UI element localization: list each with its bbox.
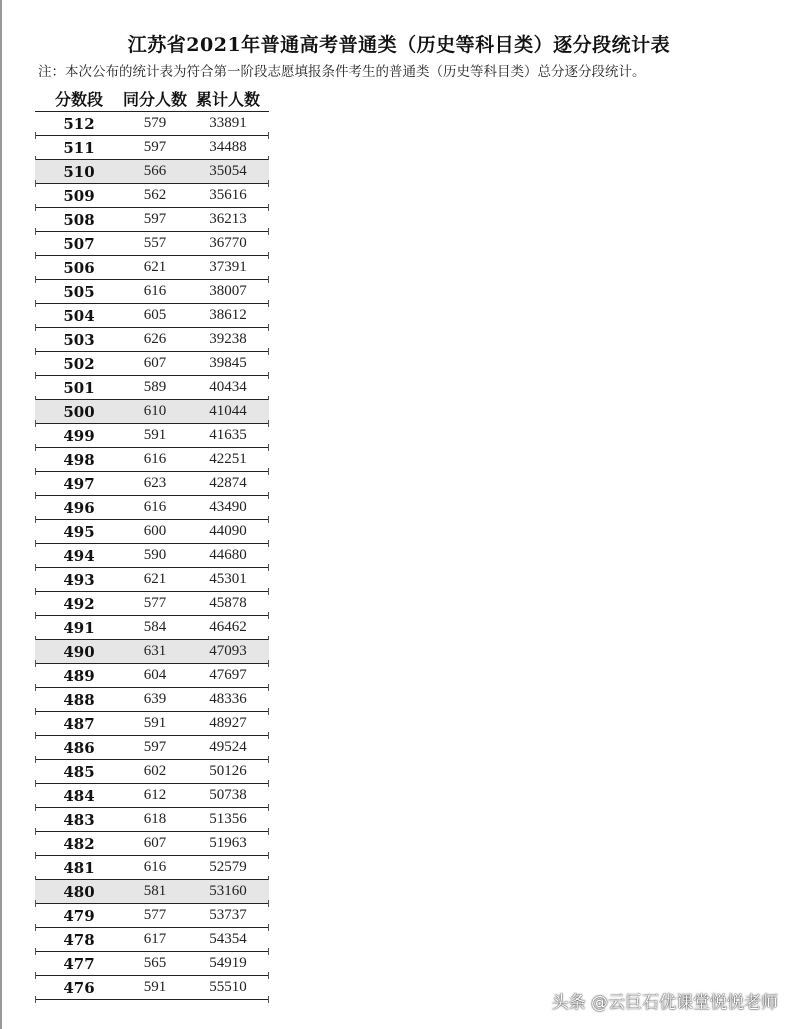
cumulative-cell: 44680 — [209, 547, 247, 563]
cumulative-cell: 53160 — [209, 883, 247, 899]
score-cell: 500 — [63, 402, 95, 421]
table-body — [35, 112, 269, 1000]
table-row — [35, 736, 269, 760]
score-cell: 493 — [63, 570, 95, 589]
cumulative-cell: 51356 — [209, 811, 247, 827]
table-row — [35, 448, 269, 472]
score-cell: 490 — [63, 642, 95, 661]
table-row — [35, 664, 269, 688]
count-cell: 617 — [143, 931, 167, 947]
count-cell: 581 — [143, 883, 167, 899]
cumulative-cell: 41635 — [209, 427, 247, 443]
table-row — [35, 328, 269, 352]
cumulative-cell: 53737 — [209, 907, 247, 923]
count-cell: 591 — [143, 979, 167, 995]
count-cell: 597 — [143, 739, 167, 755]
table-row — [35, 376, 269, 400]
score-cell: 507 — [63, 234, 95, 253]
count-cell: 639 — [143, 691, 167, 707]
cumulative-cell: 45878 — [209, 595, 247, 611]
count-cell: 626 — [143, 331, 167, 347]
count-cell: 607 — [143, 355, 167, 371]
cumulative-cell: 40434 — [209, 379, 247, 395]
score-cell: 477 — [63, 954, 95, 973]
score-cell: 508 — [63, 210, 95, 229]
cumulative-cell: 48927 — [209, 715, 247, 731]
header-score: 分数段 — [54, 89, 103, 109]
score-cell: 497 — [63, 474, 95, 493]
score-cell: 486 — [63, 738, 95, 757]
cumulative-cell: 42251 — [209, 451, 247, 467]
cumulative-cell: 36770 — [209, 235, 247, 251]
cumulative-cell: 42874 — [209, 475, 247, 491]
cumulative-cell: 45301 — [209, 571, 247, 587]
table-row — [35, 904, 269, 928]
table-row — [35, 640, 269, 664]
score-cell: 483 — [63, 810, 95, 829]
count-cell: 616 — [143, 499, 167, 515]
table-row — [35, 808, 269, 832]
score-cell: 502 — [63, 354, 95, 373]
table-row — [35, 472, 269, 496]
table-row — [35, 760, 269, 784]
score-cell: 494 — [63, 546, 95, 565]
table-row — [35, 256, 269, 280]
score-cell: 499 — [63, 426, 95, 445]
score-cell: 485 — [63, 762, 95, 781]
count-cell: 621 — [143, 571, 167, 587]
cumulative-cell: 34488 — [209, 139, 247, 155]
cumulative-cell: 47697 — [209, 667, 247, 683]
count-cell: 562 — [143, 187, 167, 203]
table-row — [35, 688, 269, 712]
count-cell: 618 — [143, 811, 167, 827]
count-cell: 597 — [143, 211, 167, 227]
count-cell: 579 — [143, 115, 167, 131]
table-row — [35, 784, 269, 808]
table-note: 注：本次公布的统计表为符合第一阶段志愿填报条件考生的普通类（历史等科目类）总分逐分段统计。 — [38, 64, 646, 80]
score-cell: 488 — [63, 690, 95, 709]
cumulative-cell: 52579 — [209, 859, 247, 875]
count-cell: 590 — [143, 547, 167, 563]
table-row — [35, 400, 269, 424]
cumulative-cell: 38612 — [209, 307, 247, 323]
table-row — [35, 208, 269, 232]
table-row — [35, 112, 269, 136]
count-cell: 557 — [143, 235, 167, 251]
cumulative-cell: 41044 — [209, 403, 247, 419]
score-cell: 504 — [63, 306, 95, 325]
count-cell: 577 — [143, 907, 167, 923]
score-cell: 476 — [63, 978, 95, 997]
table-row — [35, 856, 269, 880]
count-cell: 566 — [143, 163, 167, 179]
cumulative-cell: 33891 — [209, 115, 247, 131]
count-cell: 584 — [143, 619, 167, 635]
table-row — [35, 424, 269, 448]
score-cell: 510 — [63, 162, 95, 181]
score-cell: 480 — [63, 882, 95, 901]
cumulative-cell: 54919 — [209, 955, 247, 971]
count-cell: 597 — [143, 139, 167, 155]
score-cell: 496 — [63, 498, 95, 517]
table-row — [35, 544, 269, 568]
count-cell: 565 — [143, 955, 167, 971]
header-cumulative: 累计人数 — [195, 89, 260, 109]
count-cell: 610 — [143, 403, 167, 419]
cumulative-cell: 37391 — [209, 259, 247, 275]
score-cell: 503 — [63, 330, 95, 349]
score-cell: 479 — [63, 906, 95, 925]
cumulative-cell: 43490 — [209, 499, 247, 515]
watermark: 头条 @云巨石优课堂悦悦老师 — [551, 993, 778, 1013]
cumulative-cell: 36213 — [209, 211, 247, 227]
count-cell: 616 — [143, 283, 167, 299]
header-count: 同分人数 — [123, 89, 188, 109]
cumulative-cell: 35616 — [209, 187, 247, 203]
table-row — [35, 184, 269, 208]
score-table — [35, 85, 269, 1000]
count-cell: 616 — [143, 859, 167, 875]
cumulative-cell: 55510 — [209, 979, 247, 995]
score-cell: 482 — [63, 834, 95, 853]
table-row — [35, 616, 269, 640]
count-cell: 602 — [143, 763, 167, 779]
table-row — [35, 832, 269, 856]
cumulative-cell: 51963 — [209, 835, 247, 851]
score-cell: 487 — [63, 714, 95, 733]
table-row — [35, 280, 269, 304]
table-row — [35, 160, 269, 184]
count-cell: 589 — [143, 379, 167, 395]
cumulative-cell: 49524 — [209, 739, 247, 755]
table-row — [35, 352, 269, 376]
count-cell: 604 — [143, 667, 167, 683]
score-cell: 512 — [63, 114, 95, 133]
table-row — [35, 952, 269, 976]
cumulative-cell: 44090 — [209, 523, 247, 539]
score-cell: 484 — [63, 786, 95, 805]
count-cell: 600 — [143, 523, 167, 539]
page-title: 江苏省2021年普通高考普通类（历史等科目类）逐分段统计表 — [127, 34, 671, 56]
count-cell: 577 — [143, 595, 167, 611]
table-row — [35, 232, 269, 256]
count-cell: 616 — [143, 451, 167, 467]
count-cell: 607 — [143, 835, 167, 851]
table-row — [35, 592, 269, 616]
table-row — [35, 928, 269, 952]
score-cell: 511 — [63, 138, 95, 157]
table-row — [35, 304, 269, 328]
count-cell: 631 — [143, 643, 167, 659]
score-cell: 506 — [63, 258, 95, 277]
count-cell: 591 — [143, 427, 167, 443]
cumulative-cell: 48336 — [209, 691, 247, 707]
score-cell: 489 — [63, 666, 95, 685]
cumulative-cell: 38007 — [209, 283, 247, 299]
table-header — [35, 85, 269, 112]
score-cell: 492 — [63, 594, 95, 613]
score-cell: 491 — [63, 618, 95, 637]
table-row — [35, 712, 269, 736]
cumulative-cell: 46462 — [209, 619, 247, 635]
table-row — [35, 136, 269, 160]
score-cell: 498 — [63, 450, 95, 469]
table-row — [35, 976, 269, 1000]
score-cell: 478 — [63, 930, 95, 949]
score-cell: 505 — [63, 282, 95, 301]
table-row — [35, 568, 269, 592]
count-cell: 612 — [143, 787, 167, 803]
count-cell: 621 — [143, 259, 167, 275]
cumulative-cell: 39845 — [209, 355, 247, 371]
count-cell: 623 — [143, 475, 167, 491]
score-cell: 495 — [63, 522, 95, 541]
cumulative-cell: 50738 — [209, 787, 247, 803]
cumulative-cell: 50126 — [209, 763, 247, 779]
cumulative-cell: 47093 — [209, 643, 247, 659]
cumulative-cell: 35054 — [209, 163, 247, 179]
count-cell: 605 — [143, 307, 167, 323]
table-row — [35, 496, 269, 520]
score-cell: 501 — [63, 378, 95, 397]
cumulative-cell: 54354 — [209, 931, 247, 947]
cumulative-cell: 39238 — [209, 331, 247, 347]
score-cell: 509 — [63, 186, 95, 205]
score-cell: 481 — [63, 858, 95, 877]
table-row — [35, 520, 269, 544]
count-cell: 591 — [143, 715, 167, 731]
table-row — [35, 880, 269, 904]
